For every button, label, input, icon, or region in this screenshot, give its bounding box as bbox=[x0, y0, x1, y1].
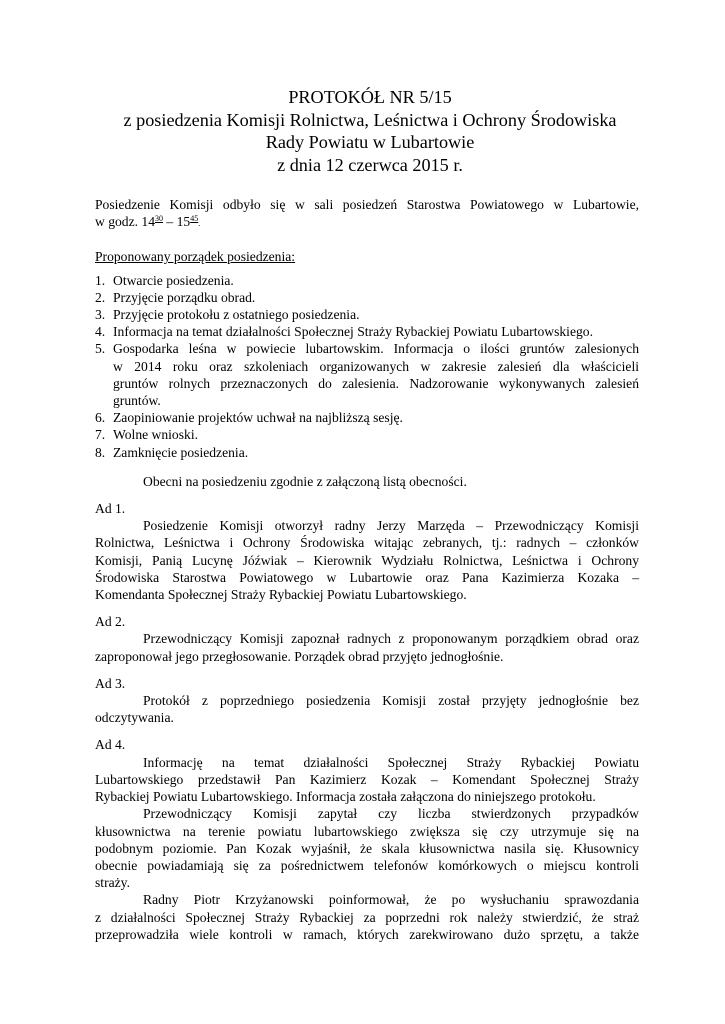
ad2-line: zaproponował jego przegłosowanie. Porządek obrad przyjęto jednogłośnie. bbox=[95, 648, 504, 664]
ad1-line: Rolnictwa, Leśnictwa i Ochrony Środowiska witając zebranych, tj.: radnych – członków bbox=[95, 535, 639, 551]
agenda-list bbox=[95, 272, 639, 461]
ad4-line: Radny Piotr Krzyżanowski poinformował, że po wysłuchaniu sprawozdania bbox=[143, 892, 639, 908]
agenda-item-text: Przyjęcie protokołu z ostatniego posiedzenia. bbox=[113, 307, 360, 323]
agenda-heading-text: Proponowany porządek posiedzenia bbox=[95, 249, 292, 265]
ad4-line: z działalności Społecznej Straży Rybackiej za poprzedni rok należy stwierdzić, że straż bbox=[95, 909, 639, 925]
agenda-item-number: 2. bbox=[95, 289, 106, 305]
agenda-heading-colon: : bbox=[291, 249, 296, 265]
ad4-title: Ad 4. bbox=[95, 737, 126, 753]
intro-end: . bbox=[198, 219, 201, 229]
agenda-item-number: 3. bbox=[95, 307, 106, 323]
ad4-line: kłusownictwa na terenie powiatu lubartowskiego zwiększa się czy utrzymuje się na bbox=[95, 823, 639, 839]
ad4-line: Przewodniczący Komisji zapytał czy liczba stwierdzonych przypadków bbox=[143, 806, 639, 822]
ad3-title: Ad 3. bbox=[95, 675, 126, 691]
presence-note: Obecni na posiedzeniu zgodnie z załączoną listą obecności. bbox=[143, 473, 467, 489]
agenda-item bbox=[95, 289, 639, 306]
agenda-item-number: 6. bbox=[95, 410, 106, 426]
agenda-item-line: gruntów. bbox=[113, 393, 161, 409]
agenda-item-line: gruntów rolnych przeznaczonych do zalesienia. Nadzorowanie wykonywanych zalesień bbox=[113, 375, 639, 391]
ad3-line: Protokół z poprzedniego posiedzenia Komisji został przyjęty jednogłośnie bez bbox=[143, 693, 639, 709]
agenda-item-text: Otwarcie posiedzenia. bbox=[113, 272, 234, 288]
agenda-item-text: Informacja na temat działalności Społecznej Straży Rybackiej Powiatu Lubartowskiego. bbox=[113, 324, 593, 340]
agenda-item-text: Wolne wnioski. bbox=[113, 427, 198, 443]
agenda-item bbox=[95, 444, 639, 461]
agenda-item-line: Gospodarka leśna w powiecie lubartowskim. Informacja o ilości gruntów zalesionych bbox=[113, 341, 639, 357]
intro-line-2 bbox=[95, 213, 639, 232]
ad1-line: Komendanta Społecznej Straży Rybackiej Powiatu Lubartowskiego. bbox=[95, 587, 467, 603]
ad2-line: Przewodniczący Komisji zapoznał radnych z proponowanym porządkiem obrad oraz bbox=[143, 631, 639, 647]
ad1-section bbox=[95, 500, 639, 603]
start-minutes: 30 bbox=[155, 214, 164, 224]
ad1-line: Środowiska Starostwa Powiatowego w Lubartowie oraz Pana Kazimierza Kozaka – bbox=[95, 569, 639, 585]
agenda-item-number: 8. bbox=[95, 444, 106, 460]
ad4-line: przeprowadziła wiele kontroli w ramach, których zarekwirowano dużo sprzętu, a także bbox=[95, 926, 639, 942]
title-line-3: Rady Powiatu w Lubartowie bbox=[265, 132, 475, 152]
agenda-item bbox=[95, 323, 639, 340]
intro-line-1: Posiedzenie Komisji odbyło się w sali posiedzeń Starostwa Powiatowego w Lubartowie, bbox=[95, 197, 639, 212]
intro-paragraph bbox=[95, 196, 639, 232]
ad3-section bbox=[95, 675, 639, 727]
agenda-heading bbox=[95, 248, 639, 265]
ad1-line: Posiedzenie Komisji otworzył radny Jerzy Marzęda – Przewodniczący Komisji bbox=[143, 518, 639, 534]
agenda-item bbox=[95, 340, 639, 409]
agenda-item-text: Przyjęcie porządku obrad. bbox=[113, 289, 256, 305]
ad4-section bbox=[95, 736, 639, 942]
ad2-title: Ad 2. bbox=[95, 614, 126, 630]
ad4-line: Rybackiej Powiatu Lubartowskiego. Informacja została załączona do niniejszego protokołu. bbox=[95, 789, 596, 805]
document-page bbox=[95, 86, 639, 943]
ad4-line: Lubartowskiego przedstawił Pan Kazimierz Kozak – Komendant Społecznej Straży bbox=[95, 771, 639, 787]
agenda-item-number: 7. bbox=[95, 427, 106, 443]
intro-time-dash: – 15 bbox=[163, 214, 191, 230]
agenda-item-number: 4. bbox=[95, 324, 106, 340]
protocol-title bbox=[101, 86, 639, 176]
ad4-line: Informację na temat działalności Społecznej Straży Rybackiej Powiatu bbox=[143, 754, 639, 770]
title-line-2: z posiedzenia Komisji Rolnictwa, Leśnictwa i Ochrony Środowiska bbox=[123, 109, 617, 130]
agenda-item-number: 5. bbox=[95, 341, 106, 357]
ad1-title: Ad 1. bbox=[95, 501, 126, 517]
ad4-line: podobnym poziomie. Pan Kozak wyjaśnił, że skala kłusownictwa nasila się. Kłusownicy bbox=[95, 840, 639, 856]
intro-time-prefix: w godz. 14 bbox=[95, 214, 156, 230]
agenda-item-text: Zaopiniowanie projektów uchwał na najbliższą sesję. bbox=[113, 410, 403, 426]
ad2-section bbox=[95, 613, 639, 665]
agenda-item-text: Zamknięcie posiedzenia. bbox=[113, 444, 249, 460]
agenda-item bbox=[95, 306, 639, 323]
agenda-item bbox=[95, 272, 639, 289]
agenda-item-number: 1. bbox=[95, 272, 106, 288]
agenda-item-line: w 2014 roku oraz szkoleniach organizowanych w zakresie zalesień dla właścicieli bbox=[113, 358, 639, 374]
agenda-item bbox=[95, 409, 639, 426]
title-line-4: z dnia 12 czerwca 2015 r. bbox=[277, 154, 463, 175]
ad4-line: straży. bbox=[95, 875, 130, 891]
agenda-item bbox=[95, 426, 639, 443]
ad1-line: Komisji, Panią Lucynę Jóźwiak – Kierownik Wydziału Rolnictwa, Leśnictwa i Ochrony bbox=[95, 552, 639, 568]
end-minutes: 45 bbox=[190, 214, 199, 224]
ad3-line: odczytywania. bbox=[95, 710, 174, 726]
title-line-1: PROTOKÓŁ NR 5/15 bbox=[288, 87, 452, 107]
ad4-line: obecnie powiadamiają się za pośrednictwem telefonów komórkowych o miejscu kontroli bbox=[95, 857, 639, 873]
